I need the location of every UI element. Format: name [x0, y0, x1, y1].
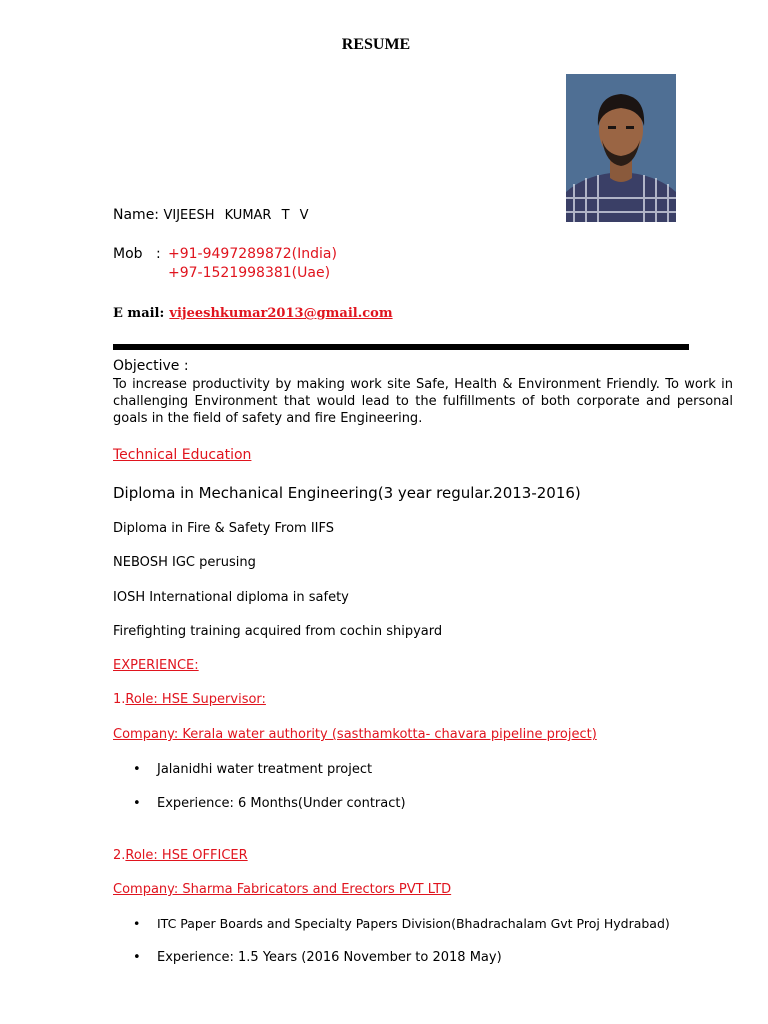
education-item: Firefighting training acquired from cochin shipyard [113, 624, 443, 639]
name-value: VIJEESH KUMAR T V [163, 208, 309, 223]
job-number: 2. [113, 848, 126, 863]
objective-heading: Objective : [113, 358, 189, 374]
mobile-number-india: +91-9497289872(India) [168, 246, 337, 262]
technical-education-heading: Technical Education [113, 447, 252, 463]
bullet-icon: • [133, 950, 141, 965]
education-item: Diploma in Fire & Safety From IIFS [113, 521, 335, 536]
job-role-line [113, 692, 266, 707]
mobile-label-text: Mob [113, 246, 143, 262]
email-link[interactable]: vijeeshkumar2013@gmail.com [169, 306, 393, 321]
education-item: NEBOSH IGC perusing [113, 555, 256, 570]
list-item-text: Experience: 1.5 Years (2016 November to 2018 May) [157, 950, 502, 965]
mobile-separator: : [156, 246, 161, 262]
objective-text: To increase productivity by making work site Safe, Health & Environment Friendly. To work in challenging Environment that would lead to the fulfillments of both corporate and personal goals in the field of safety and fire Engineering. [113, 377, 733, 426]
education-item: Diploma in Mechanical Engineering(3 year regular.2013-2016) [113, 484, 581, 502]
profile-photo [566, 74, 676, 222]
list-item [133, 762, 372, 777]
name-label: Name: [113, 207, 160, 223]
job-number: 1. [113, 692, 126, 707]
job-company: Company: Kerala water authority (sasthamkotta- chavara pipeline project) [113, 727, 597, 742]
job-role: Role: HSE Supervisor: [125, 692, 266, 707]
job-role: Role: HSE OFFICER [125, 848, 248, 863]
list-item [133, 796, 406, 811]
name-line [113, 207, 309, 223]
list-item [133, 950, 502, 965]
email-line [113, 302, 393, 321]
bullet-icon: • [133, 796, 141, 811]
job-role-line [113, 848, 248, 863]
resume-title: RESUME [341, 36, 411, 53]
mobile-label [113, 246, 143, 262]
list-item-text: Jalanidhi water treatment project [157, 762, 373, 777]
person-photo-icon [566, 74, 676, 222]
job-company: Company: Sharma Fabricators and Erectors PVT LTD [113, 882, 452, 897]
email-label: E mail: [113, 306, 165, 321]
list-item-text: Experience: 6 Months(Under contract) [157, 796, 406, 811]
list-item [133, 916, 670, 931]
list-item-text: ITC Paper Boards and Specialty Papers Division(Bhadrachalam Gvt Proj Hydrabad) [157, 916, 670, 931]
bullet-icon: • [133, 762, 141, 777]
experience-heading: EXPERIENCE: [113, 658, 199, 673]
section-divider [113, 344, 689, 350]
bullet-icon: • [133, 916, 141, 931]
mobile-number-uae: +97-1521998381(Uae) [168, 265, 331, 281]
education-item: IOSH International diploma in safety [113, 590, 349, 605]
